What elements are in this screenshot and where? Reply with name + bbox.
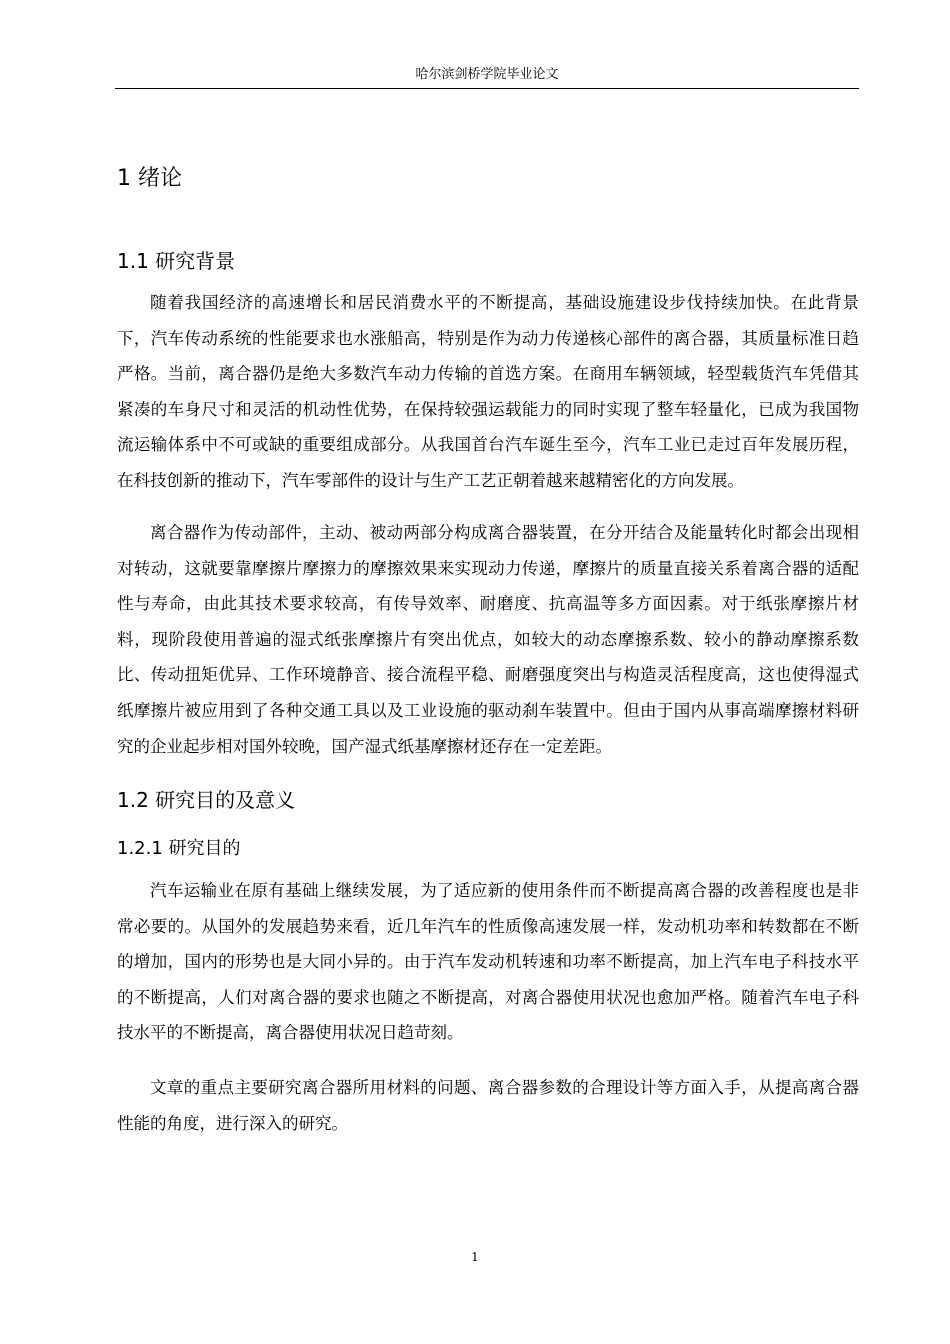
paragraph-purpose-1: 汽车运输业在原有基础上继续发展，为了适应新的使用条件而不断提高离合器的改善程度也是非常必要的。从国外的发展趋势来看，近几年汽车的性质像高速发展一样，发动机功率和转数都在不断的增加，国内的形势也是大同小异的。由于汽车发动机转速和功率不断提高，加上汽车电子科技水平的不断提高，人们对离合器的要求也随之不断提高，对离合器使用状况也愈加严格。随着汽车电子科技水平的不断提高，离合器使用状况日趋苛刻。 <box>117 881 859 1043</box>
section-heading-1-2: 1.2 研究目的及意义 <box>117 788 296 812</box>
chapter-title: 1 绪论 <box>117 166 182 191</box>
header-title: 哈尔滨剑桥学院毕业论文 <box>415 67 559 82</box>
page-number: 1 <box>471 1250 479 1264</box>
paragraph-background-2: 离合器作为传动部件，主动、被动两部分构成离合器装置，在分开结合及能量转化时都会出现相对转动，这就要靠摩擦片摩擦力的摩擦效果来实现动力传递，摩擦片的质量直接关系着离合器的适配性与寿命，由此其技术要求较高，有传导效率、耐磨度、抗高温等多方面因素。对于纸张摩擦片材料，现阶段使用普遍的湿式纸张摩擦片有突出优点，如较大的动态摩擦系数、较小的静动摩擦系数比、传动扭矩优异、工作环境静音、接合流程平稳、耐磨强度突出与构造灵活程度高，这也使得湿式纸摩擦片被应用到了各种交通工具以及工业设施的驱动刹车装置中。但由于国内从事高端摩擦材料研究的企业起步相对国外较晚，国产湿式纸基摩擦材还存在一定差距。 <box>117 523 859 756</box>
section-heading-1-1: 1.1 研究背景 <box>117 249 236 273</box>
paragraph-background-1: 随着我国经济的高速增长和居民消费水平的不断提高，基础设施建设步伐持续加快。在此背景下，汽车传动系统的性能要求也水涨船高，特别是作为动力传递核心部件的离合器，其质量标准日趋严格。当前，离合器仍是绝大多数汽车动力传输的首选方案。在商用车辆领域，轻型载货汽车凭借其紧凑的车身尺寸和灵活的机动性优势，在保持较强运载能力的同时实现了整车轻量化，已成为我国物流运输体系中不可或缺的重要组成部分。从我国首台汽车诞生至今，汽车工业已走过百年发展历程，在科技创新的推动下，汽车零部件的设计与生产工艺正朝着越来越精密化的方向发展。 <box>117 293 859 490</box>
page-header <box>115 64 859 89</box>
section-heading-1-2-1: 1.2.1 研究目的 <box>117 838 241 859</box>
paragraph-purpose-2: 文章的重点主要研究离合器所用材料的问题、离合器参数的合理设计等方面入手，从提高离合器性能的角度，进行深入的研究。 <box>117 1078 859 1133</box>
